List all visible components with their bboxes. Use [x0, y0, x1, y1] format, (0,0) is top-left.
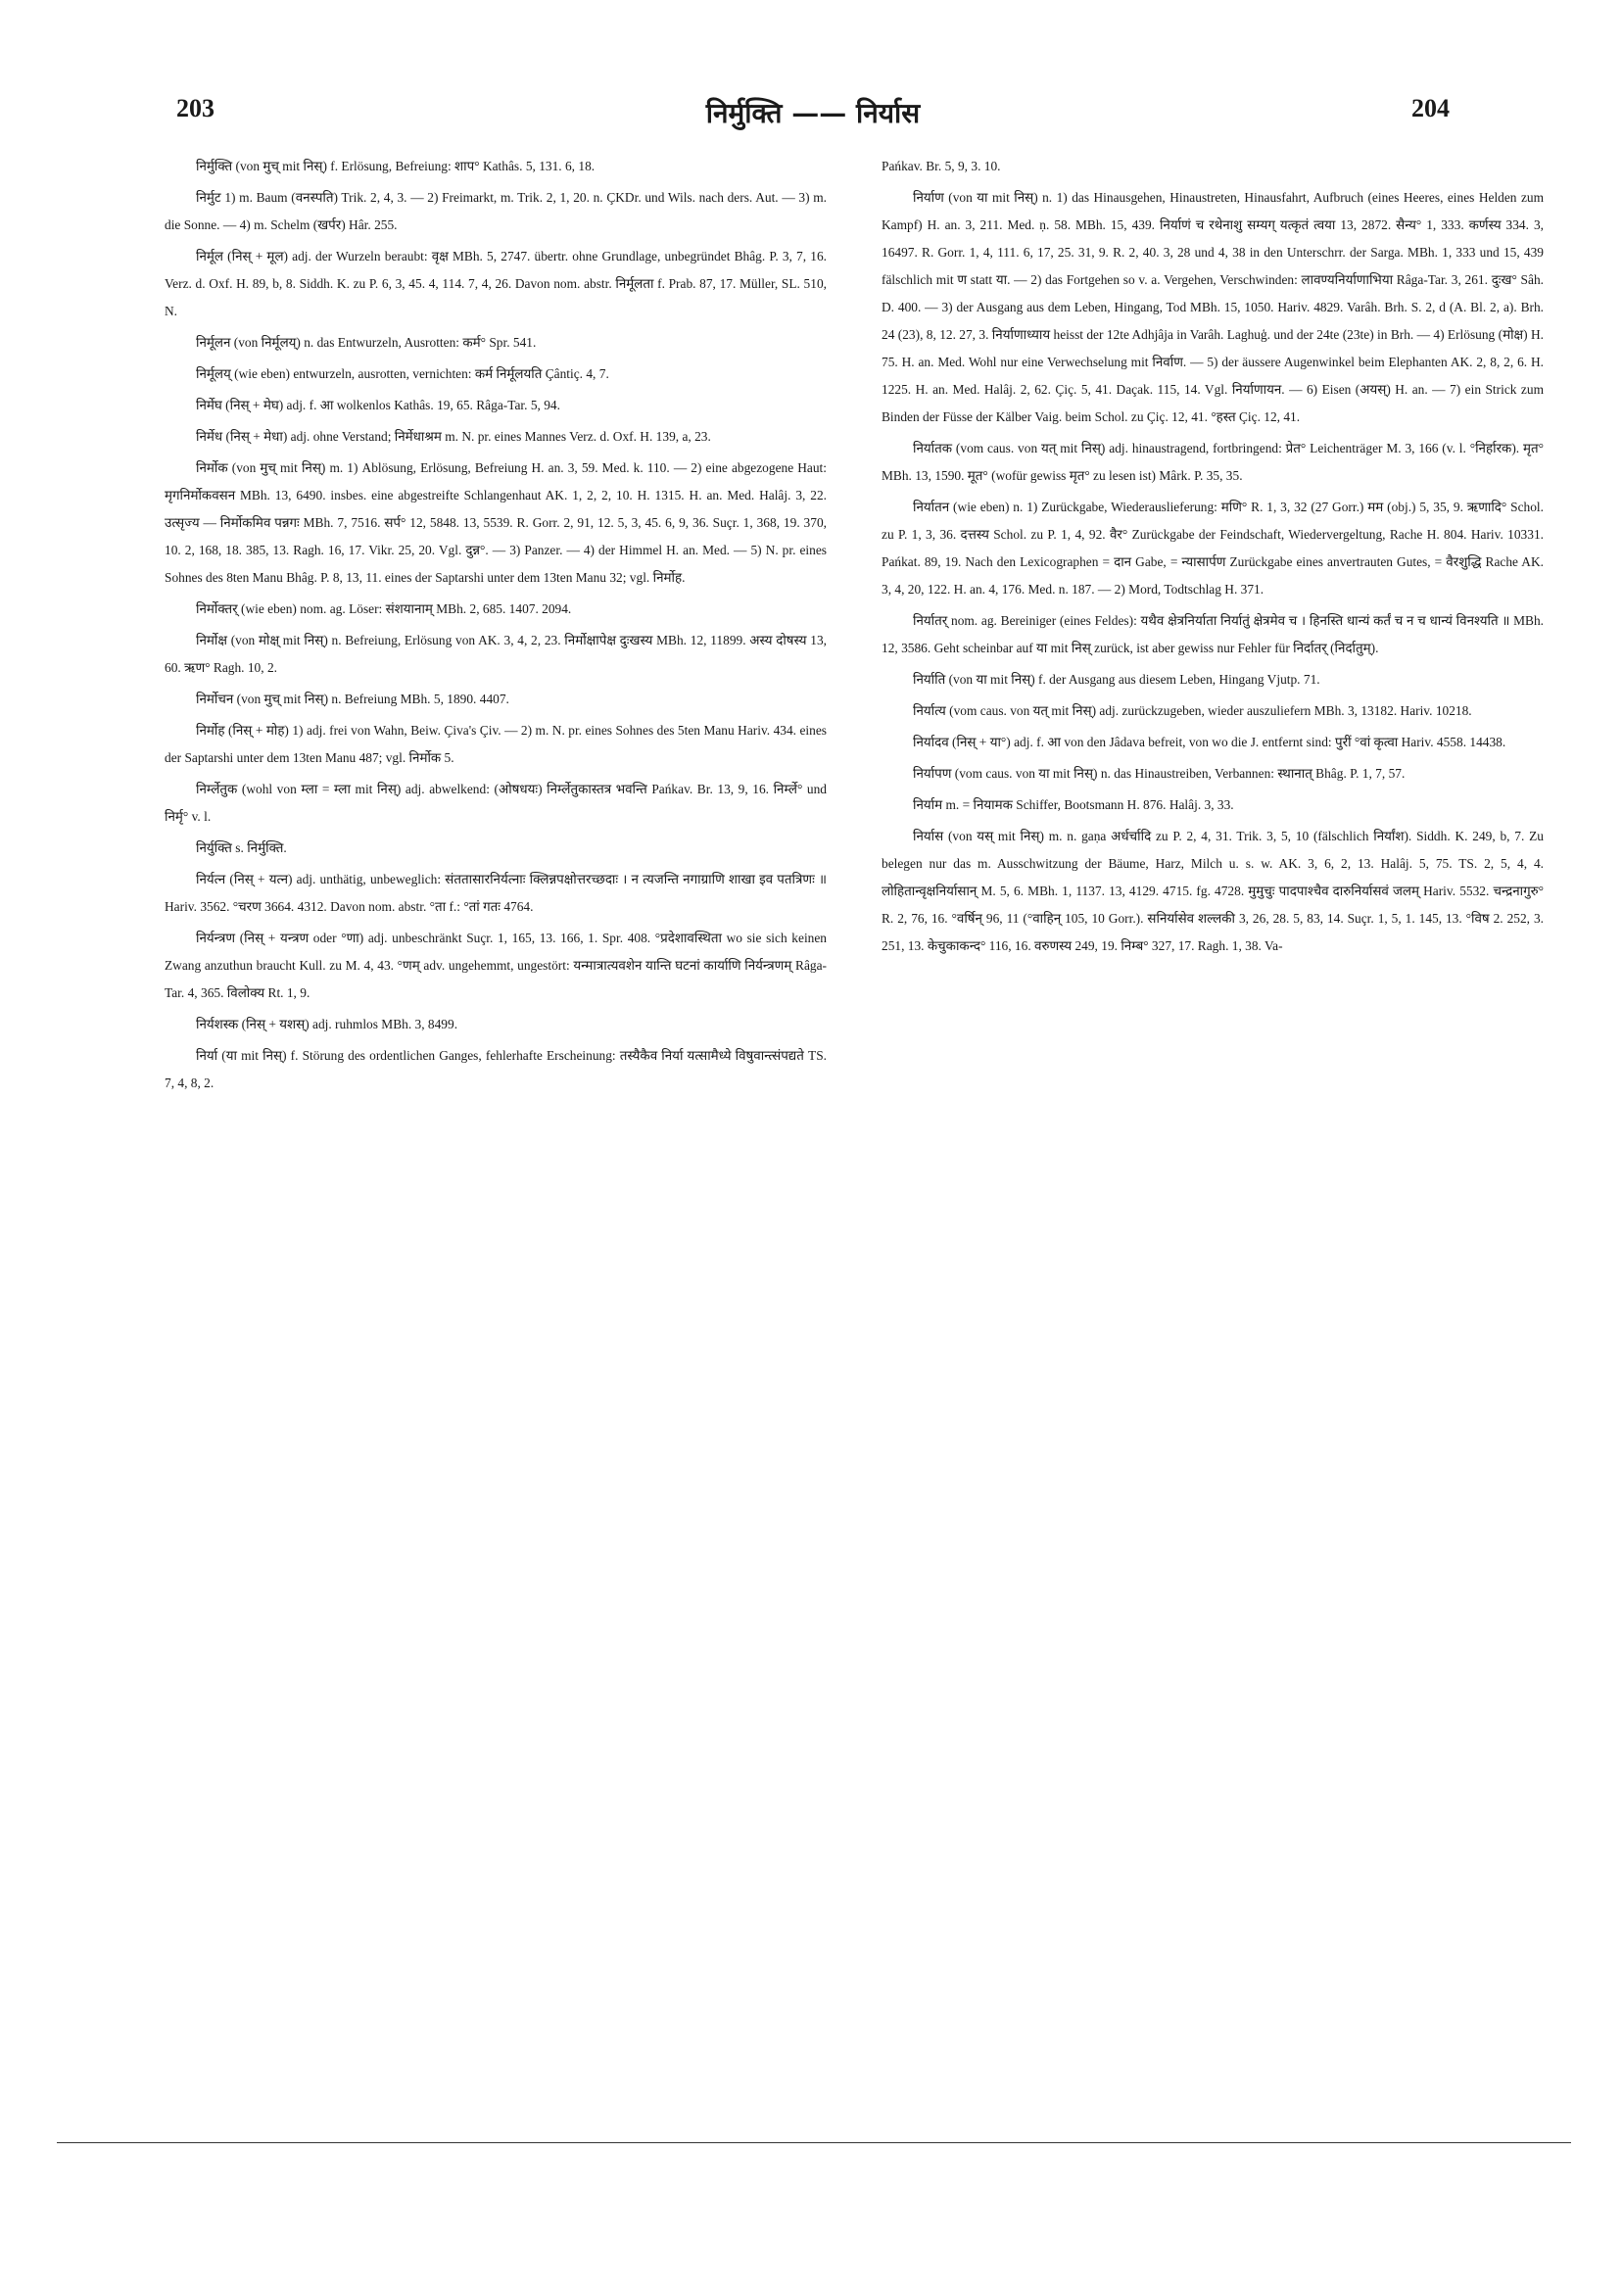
- page-header: [167, 94, 1459, 133]
- dictionary-entry: निर्मेघ (निस् + मेघ) adj. f. आ wolkenlos Kathâs. 19, 65. Râga-Tar. 5, 94.: [196, 398, 560, 412]
- dictionary-entry: निर्यादव (निस् + या°) adj. f. आ von den Jâdava befreit, von wo die J. entfernt sind: पुरीं °वां कृत्वा Hariv. 4558. 14438.: [913, 735, 1506, 749]
- dictionary-entry: निर्मुक्ति (von मुच् mit निस्) f. Erlösung, Befreiung: शाप° Kathâs. 5, 131. 6, 18.: [196, 159, 596, 173]
- dictionary-entry: निर्यातर् nom. ag. Bereiniger (eines Feldes): यथैव क्षेत्रनिर्याता निर्यातुं क्षेत्रमेव च । हिनस्ति धान्यं कर्तं च न च धान्यं विनश्यति ॥ MBh. 12, 3586. Geht scheinbar auf या mit निस् zurück, ist aber gewiss nur Fehler für निर्दातर् (निर्दातुम्).: [882, 613, 1544, 655]
- right-column: [882, 153, 1544, 964]
- dictionary-entry: Pańkav. Br. 5, 9, 3. 10.: [882, 159, 1001, 173]
- dictionary-entry: निर्म्लेतुक (wohl von म्ला = म्ला mit निस्) adj. abwelkend: (ओषधयः) निर्म्लेतुकास्तत्र भवन्ति Pańkav. Br. 13, 9, 16. निर्म्ले° und निर्मृ° v. l.: [165, 782, 827, 824]
- dictionary-entry: निर्यास (von यस् mit निस्) m. n. gaṇa अर्धर्चादि zu P. 2, 4, 31. Trik. 3, 5, 10 (fälschlich निर्यांश). Siddh. K. 249, b, 7. Zu belegen nur das m. Ausschwitzung der Bäume, Harz, Milch u. s. w. AK. 3, 6, 2, 13. Halâj. 5, 75. TS. 2, 5, 4, 4. लोहितान्वृक्षनिर्यासान् M. 5, 6. MBh. 1, 1137. 13, 4129. 4715. fg. 4728. मुमुचुः पादपाश्चैव दारुनिर्यासवं जलम् Hariv. 5532. चन्द्रनागुरु° R. 2, 76, 16. °वर्षिन् 96, 11 (°वाहिन् 105, 10 Gorr.). सनिर्यासेव शल्लकी 3, 26, 28. 5, 83, 14. Suçr. 1, 5, 1. 145, 13. °विष 2. 252, 3. 251, 13. केचुकाकन्द° 116, 16. वरुणस्य 249, 19. निम्ब° 327, 17. Ragh. 1, 38. Va-: [882, 829, 1544, 953]
- dictionary-entry: निर्यत्न (निस् + यत्न) adj. unthätig, unbeweglich: संततासारनिर्यत्नाः क्लिन्नपक्षोत्तरच्छदाः । न त्यजन्ति नगाग्राणि शाखा इव पतत्रिणः ॥ Hariv. 3562. °चरण 3664. 4312. Davon nom. abstr. °ता f.: °तां गतः 4764.: [165, 872, 827, 914]
- dictionary-entry: निर्याम m. = नियामक Schiffer, Bootsmann H. 876. Halâj. 3, 33.: [913, 797, 1234, 812]
- bottom-rule: [57, 2142, 1571, 2143]
- dictionary-entry: निर्मेध (निस् + मेधा) adj. ohne Verstand; निर्मेधाश्रम m. N. pr. eines Mannes Verz. d. Oxf. H. 139, a, 23.: [196, 429, 711, 444]
- dictionary-entry: निर्मोचन (von मुच् mit निस्) n. Befreiung MBh. 5, 1890. 4407.: [196, 692, 509, 706]
- dictionary-entry: निर्मोह (निस् + मोह) 1) adj. frei von Wahn, Beiw. Çiva's Çiv. — 2) m. N. pr. eines Sohnes des 5ten Manu Hariv. 434. eines der Saptarshi unter dem 13ten Manu 487; vgl. निर्मोक 5.: [165, 723, 827, 765]
- dictionary-entry: निर्मूलन (von निर्मूलय्) n. das Entwurzeln, Ausrotten: कर्म° Spr. 541.: [196, 335, 537, 350]
- dictionary-entry: निर्युक्ति s. निर्मुक्ति.: [196, 840, 287, 855]
- dictionary-entry: निर्यात्य (vom caus. von यत् mit निस्) adj. zurückzugeben, wieder auszuliefern MBh. 3, 13182. Hariv. 10218.: [913, 703, 1472, 718]
- dictionary-entry: निर्याति (von या mit निस्) f. der Ausgang aus diesem Leben, Hingang Vjutp. 71.: [913, 672, 1320, 687]
- dictionary-entry: निर्याण (von या mit निस्) n. 1) das Hinausgehen, Hinaustreten, Hinausfahrt, Aufbruch (eines Heeres, eines Helden zum Kampf) H. an. 3, 211. Med. ṇ. 58. MBh. 15, 439. निर्याणं च रथेनाशु सम्यग् यत्कृतं त्वया 13, 2872. सैन्य° 1, 333. कर्णस्य 334. 3, 16497. R. Gorr. 1, 4, 111. 6, 17, 25. 31, 9. R. 2, 40. 3, 28 und 4, 38 in den Unterschrr. der Sarga. MBh. 1, 333 und 15, 439 fälschlich mit ण statt या. — 2) das Fortgehen so v. a. Vergehen, Verschwinden: लावण्यनिर्याणाभिया Râga-Tar. 3, 261. दुःख° Sâh. D. 400. — 3) der Ausgang aus dem Leben, Hingang, Tod MBh. 15, 1050. Hariv. 4829. Varâh. Brh. S. 2, d (A. Bl. 2, a). Brh. 24 (23), 8, 12. 27, 3. निर्याणाध्याय heisst der 12te Adhjâja in Varâh. Laghuģ. und der 24te (23te) in Brh. — 4) Erlösung (मोक्ष) H. 75. H. an. Med. Wohl nur eine Verwechselung mit निर्वाण. — 5) der äussere Augenwinkel beim Elephanten AK. 2, 8, 2, 6. H. 1225. H. an. Med. Halâj. 2, 62. Çiç. 5, 41. Daçak. 115, 14. Vgl. निर्याणायन. — 6) Eisen (अयस्) H. an. — 7) ein Strick zum Binden der Füsse der Kälber Vaig. beim Schol. zu Çiç. 12, 41. °हस्त Çiç. 12, 41.: [882, 190, 1544, 424]
- dictionary-entry: निर्मोक्तर् (wie eben) nom. ag. Löser: संशयानाम् MBh. 2, 685. 1407. 2094.: [196, 601, 572, 616]
- dictionary-entry: निर्यापण (vom caus. von या mit निस्) n. das Hinaustreiben, Verbannen: स्थानात् Bhâg. P. 1, 7, 57.: [913, 766, 1406, 781]
- dictionary-entry: निर्यशस्क (निस् + यशस्) adj. ruhmlos MBh. 3, 8499.: [196, 1017, 458, 1031]
- dictionary-entry: निर्मोक (von मुच् mit निस्) m. 1) Ablösung, Erlösung, Befreiung H. an. 3, 59. Med. k. 110. — 2) eine abgezogene Haut: मृगनिर्मोकवसन MBh. 13, 6490. insbes. eine abgestreifte Schlangenhaut AK. 1, 2, 2, 10. H. 1315. H. an. Med. Halâj. 3, 22. उत्सृज्य — निर्मोकमिव पन्नगः MBh. 7, 7516. सर्प° 12, 5848. 13, 5539. R. Gorr. 2, 91, 12. 5, 3, 45. 6, 9, 36. Suçr. 1, 368, 19. 370, 10. 2, 168, 18. 385, 13. Ragh. 16, 17. Vikr. 25, 20. Vgl. दुन्न°. — 3) Panzer. — 4) der Himmel H. an. Med. — 5) N. pr. eines Sohnes des 8ten Manu Bhâg. P. 8, 13, 11. eines der Saptarshi unter dem 13ten Manu 32; vgl. निर्मोह.: [165, 460, 827, 585]
- dictionary-entry: निर्यन्त्रण (निस् + यन्त्रण oder °णा) adj. unbeschränkt Suçr. 1, 165, 13. 166, 1. Spr. 408. °प्रदेशावस्थिता wo sie sich keinen Zwang anzuthun braucht Kull. zu M. 4, 43. °णम् adv. ungehemmt, ungestört: यन्मात्रात्यवशेन यान्ति घटनां कार्याणि निर्यन्त्रणम् Râga-Tar. 4, 365. विलोक्य Rt. 1, 9.: [165, 931, 827, 1000]
- dictionary-entry: निर्यातक (vom caus. von यत् mit निस्) adj. hinaustragend, fortbringend: प्रेत° Leichenträger M. 3, 166 (v. l. °निर्हारक). मृत° MBh. 13, 1590. मूत° (wofür gewiss मृत° zu lesen ist) Mârk. P. 35, 35.: [882, 441, 1544, 483]
- dictionary-entry: निर्मूलय् (wie eben) entwurzeln, ausrotten, vernichten: कर्म निर्मूलयति Çântiç. 4, 7.: [196, 366, 609, 381]
- left-column: [165, 153, 827, 1101]
- dictionary-entry: निर्यातन (wie eben) n. 1) Zurückgabe, Wiederauslieferung: मणि° R. 1, 3, 32 (27 Gorr.) मम (obj.) 5, 35, 9. ऋणादि° Schol. zu P. 1, 3, 36. दत्तस्य Schol. zu P. 1, 4, 92. वैर° Zurückgabe der Feindschaft, Wiedervergeltung, Rache H. 804. Hariv. 10331. Pańkat. 89, 19. Nach den Lexicographen = दान Gabe, = न्यासार्पण Zurückgabe eines anvertrauten Gutes, = वैरशुद्धि Rache AK. 3, 4, 20, 122. H. an. 4, 176. Med. n. 187. — 2) Mord, Todtschlag H. 371.: [882, 500, 1544, 597]
- dictionary-entry: निर्मूल (निस् + मूल) adj. der Wurzeln beraubt: वृक्ष MBh. 5, 2747. übertr. ohne Grundlage, unbegründet Bhâg. P. 3, 7, 16. Verz. d. Oxf. H. 89, b, 8. Siddh. K. zu P. 6, 3, 45. 4, 114. 7, 4, 26. Davon nom. abstr. निर्मूलता f. Prab. 87, 17. Müller, SL. 510, N.: [165, 249, 827, 318]
- running-head: निर्मुक्ति —— निर्यास: [705, 97, 921, 129]
- dictionary-entry: निर्या (या mit निस्) f. Störung des ordentlichen Ganges, fehlerhafte Erscheinung: तस्यैकैव निर्या यत्सामैध्ये विषुवान्त्संपद्यते TS. 7, 4, 8, 2.: [165, 1048, 827, 1090]
- dictionary-entry: निर्मोक्ष (von मोक्ष् mit निस्) n. Befreiung, Erlösung von AK. 3, 4, 2, 23. निर्मोक्षापेक्ष दुःखस्य MBh. 12, 11899. अस्य दोषस्य 13, 60. ऋण° Ragh. 10, 2.: [165, 633, 827, 675]
- right-page-number: 204: [1411, 94, 1450, 122]
- dictionary-entry: निर्मुट 1) m. Baum (वनस्पति) Trik. 2, 4, 3. — 2) Freimarkt, m. Trik. 2, 1, 20. n. ÇKDr. und Wils. nach ders. Aut. — 3) m. die Sonne. — 4) m. Schelm (खर्पर) Hâr. 255.: [165, 190, 827, 232]
- left-page-number: 203: [176, 94, 215, 122]
